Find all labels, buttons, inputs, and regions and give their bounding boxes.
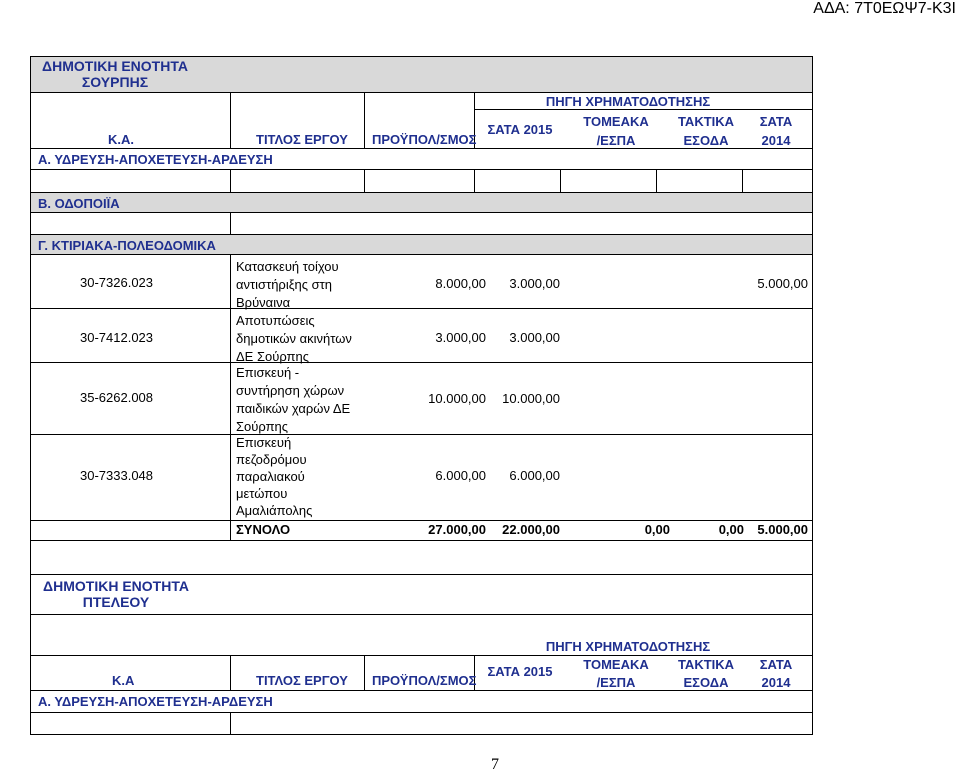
sata2015-header: ΣΑΤΑ 2015 — [487, 122, 553, 137]
row-sata2015: 3.000,00 — [509, 330, 560, 345]
sata2015-header: ΣΑΤΑ 2015 — [487, 664, 553, 679]
row-ka: 30-7333.048 — [80, 468, 154, 483]
section-a-label: Α. ΥΔΡΕΥΣΗ-ΑΠΟΧΕΤΕΥΣΗ-ΑΡΔΕΥΣΗ — [38, 152, 273, 167]
sata2014-header: ΣΑΤΑ 2014 — [759, 114, 793, 148]
project-title-header: ΤΙΤΛΟΣ ΕΡΓΟΥ — [256, 673, 348, 688]
tomeaka-header: ΤΟΜΕΑΚΑ /ΕΣΠΑ — [583, 114, 649, 148]
row-sata2015: 3.000,00 — [509, 276, 560, 291]
budget-header: ΠΡΟΫΠΟΛ/ΣΜΟΣ — [372, 132, 477, 147]
row-ka: 30-7412.023 — [80, 330, 154, 345]
row-sata2015: 6.000,00 — [509, 468, 560, 483]
row-title: Αποτυπώσεις δημοτικών ακινήτων ΔΕ Σούρπης — [236, 313, 352, 364]
row-budget: 6.000,00 — [435, 468, 486, 483]
ka-header: Κ.Α. — [108, 132, 134, 147]
project-title-header: ΤΙΤΛΟΣ ΕΡΓΟΥ — [256, 132, 348, 147]
row-budget: 8.000,00 — [435, 276, 486, 291]
unit2-title: ΔΗΜΟΤΙΚΗ ΕΝΟΤΗΤΑ ΠΤΕΛΕΟΥ — [43, 578, 189, 610]
page-number: 7 — [491, 756, 499, 773]
taktika-header: ΤΑΚΤΙΚΑ ΕΣΟΔΑ — [677, 657, 735, 690]
section-b-band — [30, 192, 812, 212]
section-b-label: Β. ΟΔΟΠΟΙΪΑ — [38, 196, 120, 211]
total-taktika: 0,00 — [718, 522, 744, 537]
tomeaka-header: ΤΟΜΕΑΚΑ /ΕΣΠΑ — [583, 657, 649, 690]
row-title: Επισκευή πεζοδρόμου παραλιακού μετώπου Αμαλιάπολης — [236, 435, 313, 518]
row-title: Κατασκευή τοίχου αντιστήριξης στη Βρύναινα — [236, 259, 339, 310]
total-tomeaka: 0,00 — [644, 522, 670, 537]
unit1-title: ΔΗΜΟΤΙΚΗ ΕΝΟΤΗΤΑ ΣΟΥΡΠΗΣ — [42, 58, 188, 90]
ka-header: Κ.Α — [112, 673, 135, 688]
row-title: Επισκευή - συντήρηση χώρων παιδικών χαρών ΔΕ Σούρπης — [236, 365, 351, 434]
total-budget: 27.000,00 — [428, 522, 486, 537]
total-sata2015: 22.000,00 — [502, 522, 560, 537]
sata2014-header: ΣΑΤΑ 2014 — [759, 657, 793, 690]
section-c-label: Γ. ΚΤΙΡΙΑΚΑ-ΠΟΛΕΟΔΟΜΙΚΑ — [38, 238, 216, 253]
row-sata2015: 10.000,00 — [502, 391, 560, 406]
row-budget: 10.000,00 — [428, 391, 486, 406]
total-sata2014: 5.000,00 — [757, 522, 808, 537]
ada-watermark: ΑΔΑ: 7Τ0ΕΩΨ7-Κ3Ι — [813, 0, 956, 17]
funding-source-header: ΠΗΓΗ ΧΡΗΜΑΤΟΔΟΤΗΣΗΣ — [545, 94, 711, 109]
budget-header: ΠΡΟΫΠΟΛ/ΣΜΟΣ — [372, 673, 477, 688]
row-budget: 3.000,00 — [435, 330, 486, 345]
section-a-label: Α. ΥΔΡΕΥΣΗ-ΑΠΟΧΕΤΕΥΣΗ-ΑΡΔΕΥΣΗ — [38, 694, 273, 709]
row-ka: 35-6262.008 — [80, 390, 154, 405]
total-label: ΣΥΝΟΛΟ — [236, 522, 291, 537]
row-ka: 30-7326.023 — [80, 275, 154, 290]
row-sata2014: 5.000,00 — [757, 276, 808, 291]
funding-source-header: ΠΗΓΗ ΧΡΗΜΑΤΟΔΟΤΗΣΗΣ — [545, 639, 711, 654]
taktika-header: ΤΑΚΤΙΚΑ ΕΣΟΔΑ — [677, 114, 735, 148]
